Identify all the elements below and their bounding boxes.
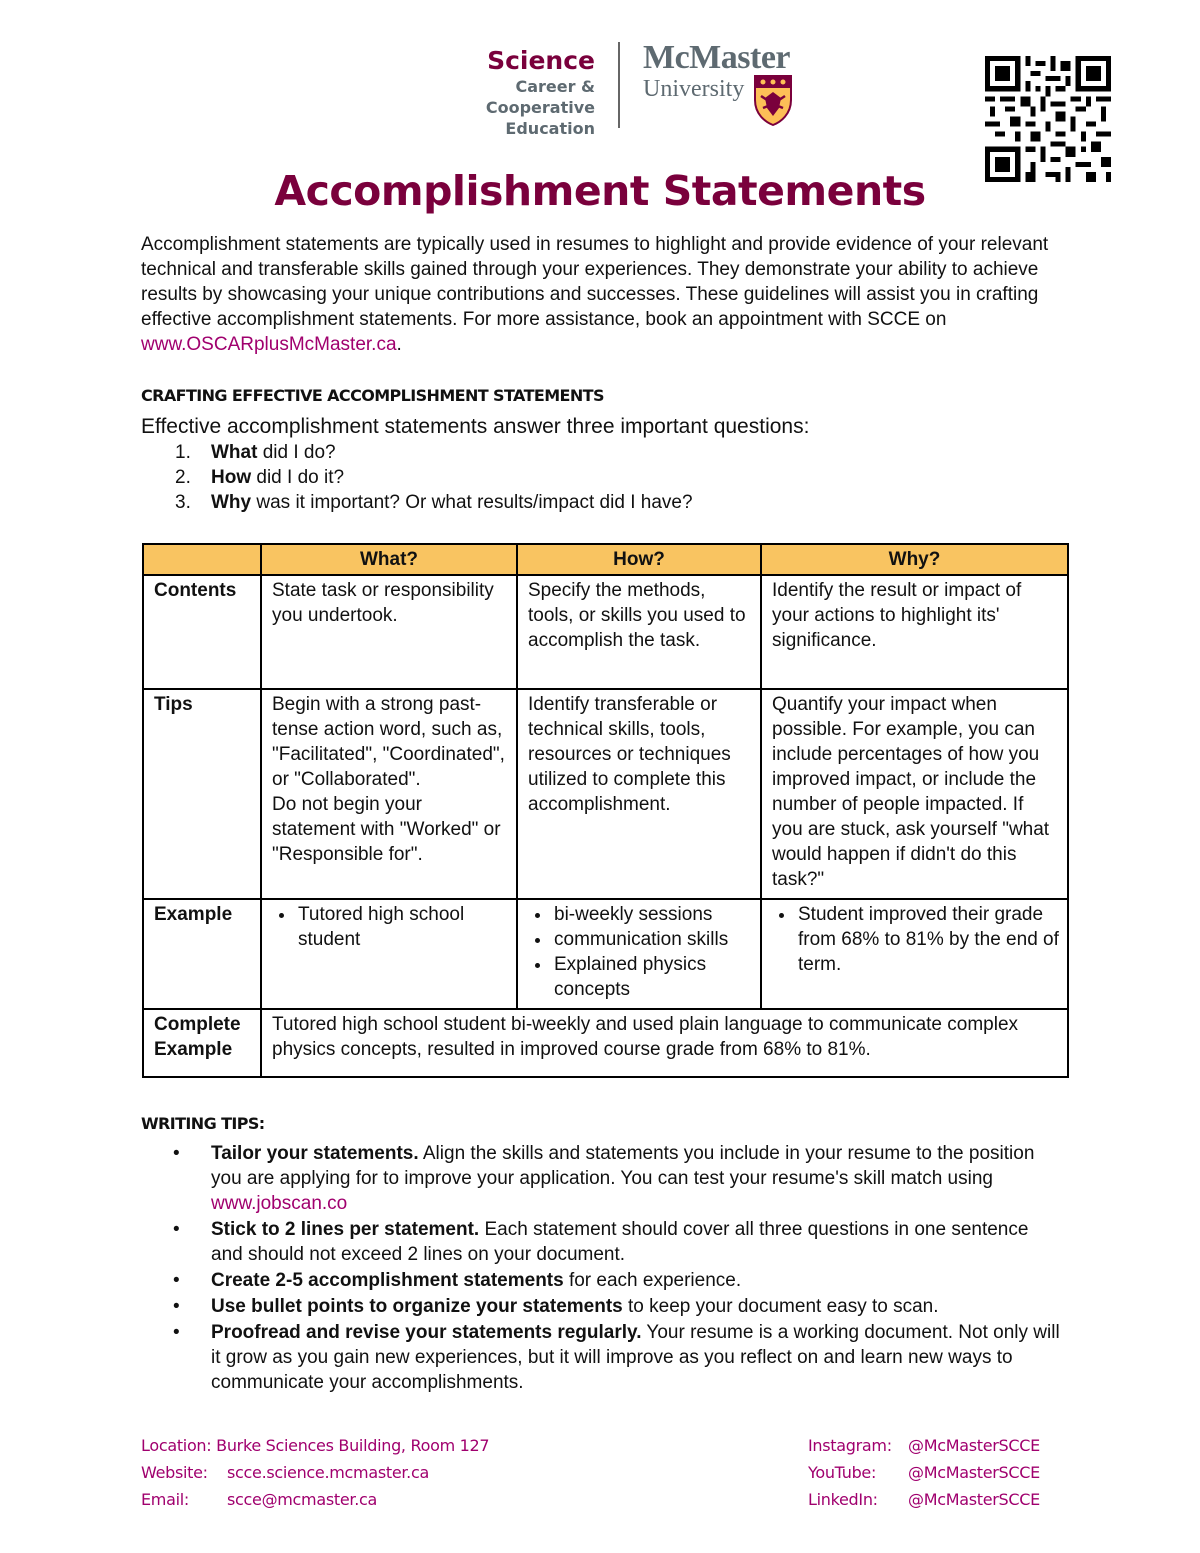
row-label-contents: Contents xyxy=(143,575,261,689)
intro-text: Accomplishment statements are typically used in resumes to highlight and provide evidence of your relevant technical and transferable skills gained through your experiences. They demonstrate your ability to achieve results by showcasing your unique contributions and successes. These guidelines will assist you in crafting effective accomplishment statements. For more assistance, book an appointment with SCCE on xyxy=(141,234,1049,330)
tip-title: Create 2-5 accomplishment statements xyxy=(211,1270,564,1291)
question-text: was it important? Or what results/impact did I have? xyxy=(251,492,693,513)
list-item: • communication skills xyxy=(552,927,752,952)
list-item: • Tutored high school student xyxy=(296,902,508,952)
list-item xyxy=(141,490,1041,515)
header-cell-how: How? xyxy=(517,544,761,575)
row-label-tips: Tips xyxy=(143,689,261,899)
logo-education-text: Education xyxy=(505,119,595,138)
accomplishment-table xyxy=(142,543,1069,1078)
list-item xyxy=(141,440,1041,465)
oscar-link[interactable]: www.OSCARplusMcMaster.ca xyxy=(141,334,397,355)
table-row xyxy=(143,575,1068,689)
bullet-icon: • xyxy=(173,1219,180,1240)
tip-title: Tailor your statements. xyxy=(211,1143,419,1164)
question-keyword: How xyxy=(211,467,252,488)
row-label-complete-example xyxy=(143,1009,261,1077)
table-row xyxy=(143,689,1068,899)
page-title: Accomplishment Statements xyxy=(274,167,926,215)
youtube-link[interactable]: @McMasterSCCE xyxy=(908,1463,1040,1482)
instagram-link[interactable]: @McMasterSCCE xyxy=(908,1436,1040,1455)
tip-title: Use bullet points to organize your statements xyxy=(211,1296,623,1317)
writing-tips-list xyxy=(141,1141,1061,1396)
question-keyword: Why xyxy=(211,492,252,513)
table-row xyxy=(143,1009,1068,1077)
bullet-icon: • xyxy=(173,1322,180,1343)
table-header-row xyxy=(143,544,1068,575)
question-text: did I do? xyxy=(257,442,336,463)
row-label-example: Example xyxy=(143,899,261,1009)
table-row xyxy=(143,899,1068,1009)
list-item xyxy=(141,1320,1061,1395)
tip-text: to keep your document easy to scan. xyxy=(622,1296,939,1317)
example-what-cell xyxy=(261,899,517,1009)
crafting-heading: CRAFTING EFFECTIVE ACCOMPLISHMENT STATEMENTS xyxy=(141,386,604,405)
list-item xyxy=(141,1268,1061,1293)
contents-what-cell: State task or responsibility you undertook. xyxy=(261,575,517,689)
example-why-cell xyxy=(761,899,1068,1009)
bullet-icon: • xyxy=(173,1143,180,1164)
tip-text: for each experience. xyxy=(563,1270,742,1291)
logo-science-text: Science xyxy=(487,46,595,75)
bullet-icon: • xyxy=(173,1270,180,1291)
tip-title: Proofread and revise your statements regularly. xyxy=(211,1322,642,1343)
tip-text: Each statement should cover all three questions in one sentence and should not exceed 2 lines on your document. xyxy=(211,1219,1029,1265)
logo-mcmaster-text: McMaster xyxy=(643,39,791,76)
complete-label-2: Example xyxy=(154,1039,233,1060)
complete-example-cell: Tutored high school student bi-weekly and used plain language to communicate complex physics concepts, resulted in improved course grade from 68% to 81%. xyxy=(261,1009,1068,1077)
writing-tips-heading: WRITING TIPS: xyxy=(141,1114,265,1133)
crafting-subheading: Effective accomplishment statements answer three important questions: xyxy=(141,415,810,438)
question-text: did I do it? xyxy=(251,467,345,488)
website-label: Website: xyxy=(141,1463,208,1482)
youtube-label: YouTube: xyxy=(808,1463,877,1482)
logo-career-text: Career & Cooperative xyxy=(485,77,595,117)
question-number: 1. xyxy=(175,442,191,463)
tips-why-cell: Quantify your impact when possible. For example, you can include percentages of how you improved impact, or include the number of people impacted. If you are stuck, ask yourself "what would happen if didn't do this task?" xyxy=(761,689,1068,899)
tips-what-cell xyxy=(261,689,517,899)
header-cell-why: Why? xyxy=(761,544,1068,575)
jobscan-link[interactable]: www.jobscan.co xyxy=(211,1193,348,1214)
tip-text: Your resume is a working document. Not only will it grow as you gain new experiences, but it will improve as you reflect on and learn new ways to communicate your accomplishments. xyxy=(211,1322,1060,1393)
list-item: • Explained physics concepts xyxy=(552,952,752,1002)
tip-title: Stick to 2 lines per statement. xyxy=(211,1219,480,1240)
list-item: • Student improved their grade from 68% to 81% by the end of term. xyxy=(796,902,1059,977)
list-item xyxy=(141,1217,1061,1267)
question-keyword: What xyxy=(211,442,258,463)
questions-list xyxy=(141,440,1041,515)
tips-what-text-1: Begin with a strong past-tense action word, such as, "Facilitated", "Coordinated", or "Collaborated". xyxy=(272,694,505,790)
mcmaster-crest-icon xyxy=(753,74,793,131)
linkedin-label: LinkedIn: xyxy=(808,1490,878,1509)
complete-label-1: Complete xyxy=(154,1014,241,1035)
logo-divider xyxy=(618,42,620,128)
email-link[interactable]: scce@mcmaster.ca xyxy=(227,1490,377,1509)
list-item xyxy=(141,1294,1061,1319)
instagram-label: Instagram: xyxy=(808,1436,892,1455)
email-label: Email: xyxy=(141,1490,189,1509)
contents-why-cell: Identify the result or impact of your actions to highlight its' significance. xyxy=(761,575,1068,689)
list-item xyxy=(141,465,1041,490)
logo-university-text: University xyxy=(643,76,745,102)
list-item xyxy=(141,1141,1061,1216)
question-number: 2. xyxy=(175,467,191,488)
header-cell-what: What? xyxy=(261,544,517,575)
intro-paragraph xyxy=(141,232,1081,357)
tip-text: Align the skills and statements you include in your resume to the position you are applying for to improve your application. You can test your resume's skill match using xyxy=(211,1143,1035,1189)
contents-how-cell: Specify the methods, tools, or skills you used to accomplish the task. xyxy=(517,575,761,689)
website-link[interactable]: scce.science.mcmaster.ca xyxy=(227,1463,429,1482)
list-item: • bi-weekly sessions xyxy=(552,902,752,927)
science-logo xyxy=(420,46,595,139)
tips-what-text-2: Do not begin your statement with "Worked" or "Responsible for". xyxy=(272,794,501,865)
linkedin-link[interactable]: @McMasterSCCE xyxy=(908,1490,1040,1509)
bullet-icon: • xyxy=(173,1296,180,1317)
header-cell-empty xyxy=(143,544,261,575)
tips-how-cell: Identify transferable or technical skills, tools, resources or techniques utilized to complete this accomplishment. xyxy=(517,689,761,899)
intro-end: . xyxy=(396,334,402,355)
example-how-cell xyxy=(517,899,761,1009)
question-number: 3. xyxy=(175,492,191,513)
location-text: Location: Burke Sciences Building, Room 127 xyxy=(141,1436,490,1455)
